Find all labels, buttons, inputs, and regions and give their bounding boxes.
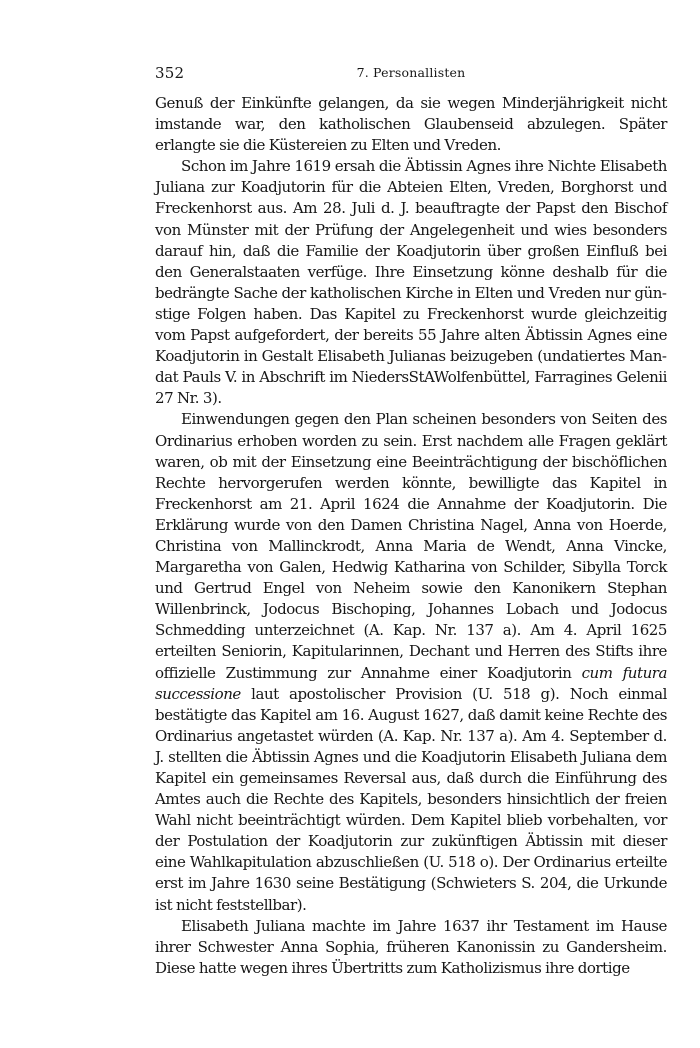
paragraph-objections-part1: Einwendungen gegen den Plan scheinen besonders von Seiten des Ordinarius erhoben worden zu sein. Erst nachdem alle Fragen geklärt waren, ob mit der Einsetzung eine Beeinträchtigung der bischöflichen Rechte hervorgerufen werden könnte, bewilligte das Kapitel in Freckenhorst am 21. April 1624 die Annahme der Koadjutorin. Die Erklärung wurde von den Damen Christina Nagel, Anna von Hoerde, Christina von Mallinckrodt, Anna Maria de Wendt, Anna Vincke, Margaretha von Galen, Hedwig Katharina von Schilder, Sibylla Torck und Gertrud Engel von Neheim sowie den Kanonikern Stephan Willenbrinck, Jodocus Bischoping, Johannes Lobach und Jodocus Schmedding unterzeichnet (A. Kap. Nr. 137 a). Am 4. April 1625 erteilten Seniorin, Kapitularinnen, Dechant und Herren des Stifts ihre offizielle Zustimmung zur Annahme einer Koadjutorin bbox=[155, 410, 667, 682]
chapter-title: 7. Personallisten bbox=[356, 65, 466, 80]
paragraph-objections bbox=[155, 409, 667, 915]
latin-phrase: cum futura successione bbox=[155, 663, 667, 703]
paragraph-objections-part2: laut apostolischer Provision (U. 518 g). Noch einmal bestätigte das Kapitel am 16. August 1627, daß damit keine Rechte des Ordinarius angetastet würden (A. Kap. Nr. 137 a). Am 4. September d. J. stellten die Äbtissin Agnes und die Koadjutorin Elisabeth Juliana dem Kapitel ein gemeinsames Reversal aus, daß durch die Einführung des Amtes auch die Rechte des Kapitels, besonders hinsichtlich der freien Wahl nicht beeinträchtigt würden. Dem Kapitel blieb vorbehalten, vor der Postulation der Koadjutorin zur zukünftigen Äbtissin mit dieser eine Wahlkapitulation abzuschließen (U. 518 o). Der Ordinarius erteilte erst im Jahre 1630 seine Bestätigung (Schwieters S. 204, die Urkunde ist nicht feststellbar). bbox=[155, 684, 667, 914]
running-header bbox=[155, 64, 667, 84]
paragraph-coadjutor-appointment: Schon im Jahre 1619 ersah die Äbtissin Agnes ihre Nichte Elisabeth Juliana zur Koadjutorin für die Abteien Elten, Vreden, Borghorst und Freckenhorst aus. Am 28. Juli d. J. beauftragte der Papst den Bischof von Münster mit der Prüfung der Angelegenheit und wies besonders darauf hin, daß die Familie der Koadjutorin über großen Einfluß bei den Generalstaaten verfüge. Ihre Einsetzung könne deshalb für die bedrängte Sache der katholischen Kirche in Elten und Vreden nur günstige Folgen haben. Das Kapitel zu Freckenhorst wurde gleichzeitig vom Papst aufgefordert, der bereits 55 Jahre alten Äbtissin Agnes eine Koadjutorin in Gestalt Elisabeth Julianas beizugeben (undatiertes Mandat Pauls V. in Abschrift im NiedersStAWolfenbüttel, Farragines Gelenii 27 Nr. 3). bbox=[155, 157, 667, 408]
page-number: 352 bbox=[155, 64, 185, 82]
paragraph-continuation: Genuß der Einkünfte gelangen, da sie wegen Minderjährigkeit nicht imstande war, den katholischen Glaubenseid abzulegen. Später erlangte sie die Küstereien zu Elten und Vreden. bbox=[155, 94, 667, 155]
paragraph-testament: Elisabeth Juliana machte im Jahre 1637 ihr Testament im Hause ihrer Schwester Anna Sophia, früheren Kanonissin zu Gandersheim. Diese hatte wegen ihres Übertritts zum Katholizismus ihre dortige bbox=[155, 916, 667, 977]
body-text bbox=[155, 93, 667, 979]
